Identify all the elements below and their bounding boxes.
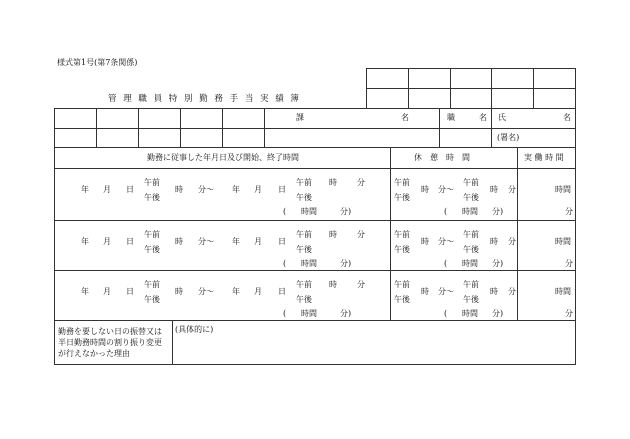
entry-month-1: 月 xyxy=(103,185,111,194)
person-label-2: 名 xyxy=(563,113,571,122)
entry-day-2: 日 xyxy=(278,185,286,194)
entry-duration-open: ( xyxy=(283,207,287,216)
entry-duration-hours: 時間 xyxy=(301,259,317,268)
entry-break-pm: 午後 xyxy=(394,245,410,254)
entry-minute-2: 分 xyxy=(357,178,365,187)
service-period-header: 勤務に従事した年月日及び開始、終了時間 xyxy=(147,153,299,162)
entry-break-minute-to: 分〜 xyxy=(438,185,454,194)
entry-day-1: 日 xyxy=(126,237,134,246)
entry-break-duration-minutes: 分) xyxy=(492,259,504,268)
entry-break-am: 午前 xyxy=(394,230,410,239)
entry-duration-open: ( xyxy=(283,259,287,268)
entry-duration-minutes: 分) xyxy=(340,309,352,318)
entry-duration-hours: 時間 xyxy=(301,309,317,318)
entry-hour-1: 時 xyxy=(175,287,183,296)
entry-duration-minutes: 分) xyxy=(340,207,352,216)
entry-month-2: 月 xyxy=(254,287,262,296)
dept-label: 課 xyxy=(296,113,304,122)
entry-year-1: 年 xyxy=(81,237,89,246)
entry-year-1: 年 xyxy=(81,287,89,296)
entry-year-1: 年 xyxy=(81,185,89,194)
entry-break-minute-2: 分 xyxy=(508,237,516,246)
entry-minute-to-1: 分〜 xyxy=(198,287,214,296)
entry-actual-minutes: 分 xyxy=(565,207,573,216)
reason-label-line: が行えなかった理由 xyxy=(58,349,130,358)
entry-break-minute-2: 分 xyxy=(508,185,516,194)
entry-break-am-2: 午前 xyxy=(463,230,479,239)
entry-year-2: 年 xyxy=(232,287,240,296)
entry-break-pm: 午後 xyxy=(394,295,410,304)
entry-duration-open: ( xyxy=(283,309,287,318)
actual-time-header: 実 働 時 間 xyxy=(524,153,564,162)
entry-year-2: 年 xyxy=(232,237,240,246)
dept-name-label: 名 xyxy=(401,113,409,122)
entry-hour-2: 時 xyxy=(329,280,337,289)
entry-break-am: 午前 xyxy=(394,280,410,289)
entry-pm-2: 午後 xyxy=(296,193,312,202)
entry-pm-1: 午後 xyxy=(144,245,160,254)
entry-day-2: 日 xyxy=(278,237,286,246)
entry-break-minute-to: 分〜 xyxy=(438,287,454,296)
entry-day-1: 日 xyxy=(126,287,134,296)
entry-break-duration-hours: 時間 xyxy=(462,309,478,318)
entry-minute-to-1: 分〜 xyxy=(198,237,214,246)
entry-hour-2: 時 xyxy=(329,178,337,187)
entry-am-1: 午前 xyxy=(144,280,160,289)
entry-minute-2: 分 xyxy=(357,280,365,289)
entry-actual-hours: 時間 xyxy=(555,185,571,194)
entry-break-pm-2: 午後 xyxy=(463,245,479,254)
entry-day-1: 日 xyxy=(126,185,134,194)
reason-label-line: 半日勤務時間の割り振り変更 xyxy=(58,338,162,347)
entry-year-2: 年 xyxy=(232,185,240,194)
entry-break-am-2: 午前 xyxy=(463,178,479,187)
entry-break-hour-1: 時 xyxy=(421,237,429,246)
entry-pm-1: 午後 xyxy=(144,295,160,304)
entry-break-duration-minutes: 分) xyxy=(492,309,504,318)
position-label-1: 職 xyxy=(447,113,455,122)
entry-break-hour-2: 時 xyxy=(490,237,498,246)
entry-break-minute-to: 分〜 xyxy=(438,237,454,246)
entry-month-1: 月 xyxy=(103,287,111,296)
entry-break-duration-open: ( xyxy=(444,207,448,216)
position-label-2: 名 xyxy=(479,113,487,122)
entry-pm-2: 午後 xyxy=(296,245,312,254)
entry-duration-hours: 時間 xyxy=(301,207,317,216)
entry-break-duration-hours: 時間 xyxy=(462,207,478,216)
entry-break-hour-1: 時 xyxy=(421,185,429,194)
entry-hour-2: 時 xyxy=(329,230,337,239)
reason-detail-label: (具体的に) xyxy=(175,325,214,334)
entry-break-duration-open: ( xyxy=(444,309,448,318)
entry-am-2: 午前 xyxy=(296,230,312,239)
entry-break-minute-2: 分 xyxy=(508,287,516,296)
form-label: 様式第1号(第7条関係) xyxy=(57,58,138,67)
entry-month-2: 月 xyxy=(254,237,262,246)
break-time-header: 休 憩 時 間 xyxy=(414,153,470,162)
entry-break-hour-2: 時 xyxy=(490,287,498,296)
reason-label-line: 勤務を要しない日の振替又は xyxy=(58,327,162,336)
entry-pm-2: 午後 xyxy=(296,295,312,304)
entry-break-am: 午前 xyxy=(394,178,410,187)
entry-day-2: 日 xyxy=(278,287,286,296)
entry-minute-to-1: 分〜 xyxy=(198,185,214,194)
entry-hour-1: 時 xyxy=(175,185,183,194)
form-title: 管 理 職 員 特 別 勤 務 手 当 実 績 簿 xyxy=(108,94,301,104)
entry-am-2: 午前 xyxy=(296,178,312,187)
entry-break-pm: 午後 xyxy=(394,193,410,202)
entry-pm-1: 午後 xyxy=(144,193,160,202)
entry-minute-2: 分 xyxy=(357,230,365,239)
entry-break-pm-2: 午後 xyxy=(463,193,479,202)
entry-break-pm-2: 午後 xyxy=(463,295,479,304)
entry-actual-minutes: 分 xyxy=(565,259,573,268)
entry-actual-hours: 時間 xyxy=(555,237,571,246)
entry-hour-1: 時 xyxy=(175,237,183,246)
entry-am-1: 午前 xyxy=(144,178,160,187)
seal-label: (署名) xyxy=(497,133,520,142)
entry-break-duration-open: ( xyxy=(444,259,448,268)
entry-actual-hours: 時間 xyxy=(555,287,571,296)
entry-break-duration-minutes: 分) xyxy=(492,207,504,216)
entry-break-hour-1: 時 xyxy=(421,287,429,296)
entry-month-2: 月 xyxy=(254,185,262,194)
entry-am-2: 午前 xyxy=(296,280,312,289)
entry-break-am-2: 午前 xyxy=(463,280,479,289)
entry-duration-minutes: 分) xyxy=(340,259,352,268)
entry-break-duration-hours: 時間 xyxy=(462,259,478,268)
person-label-1: 氏 xyxy=(498,113,506,122)
reason-label xyxy=(58,326,162,359)
entry-actual-minutes: 分 xyxy=(565,309,573,318)
entry-am-1: 午前 xyxy=(144,230,160,239)
entry-break-hour-2: 時 xyxy=(490,185,498,194)
entry-month-1: 月 xyxy=(103,237,111,246)
